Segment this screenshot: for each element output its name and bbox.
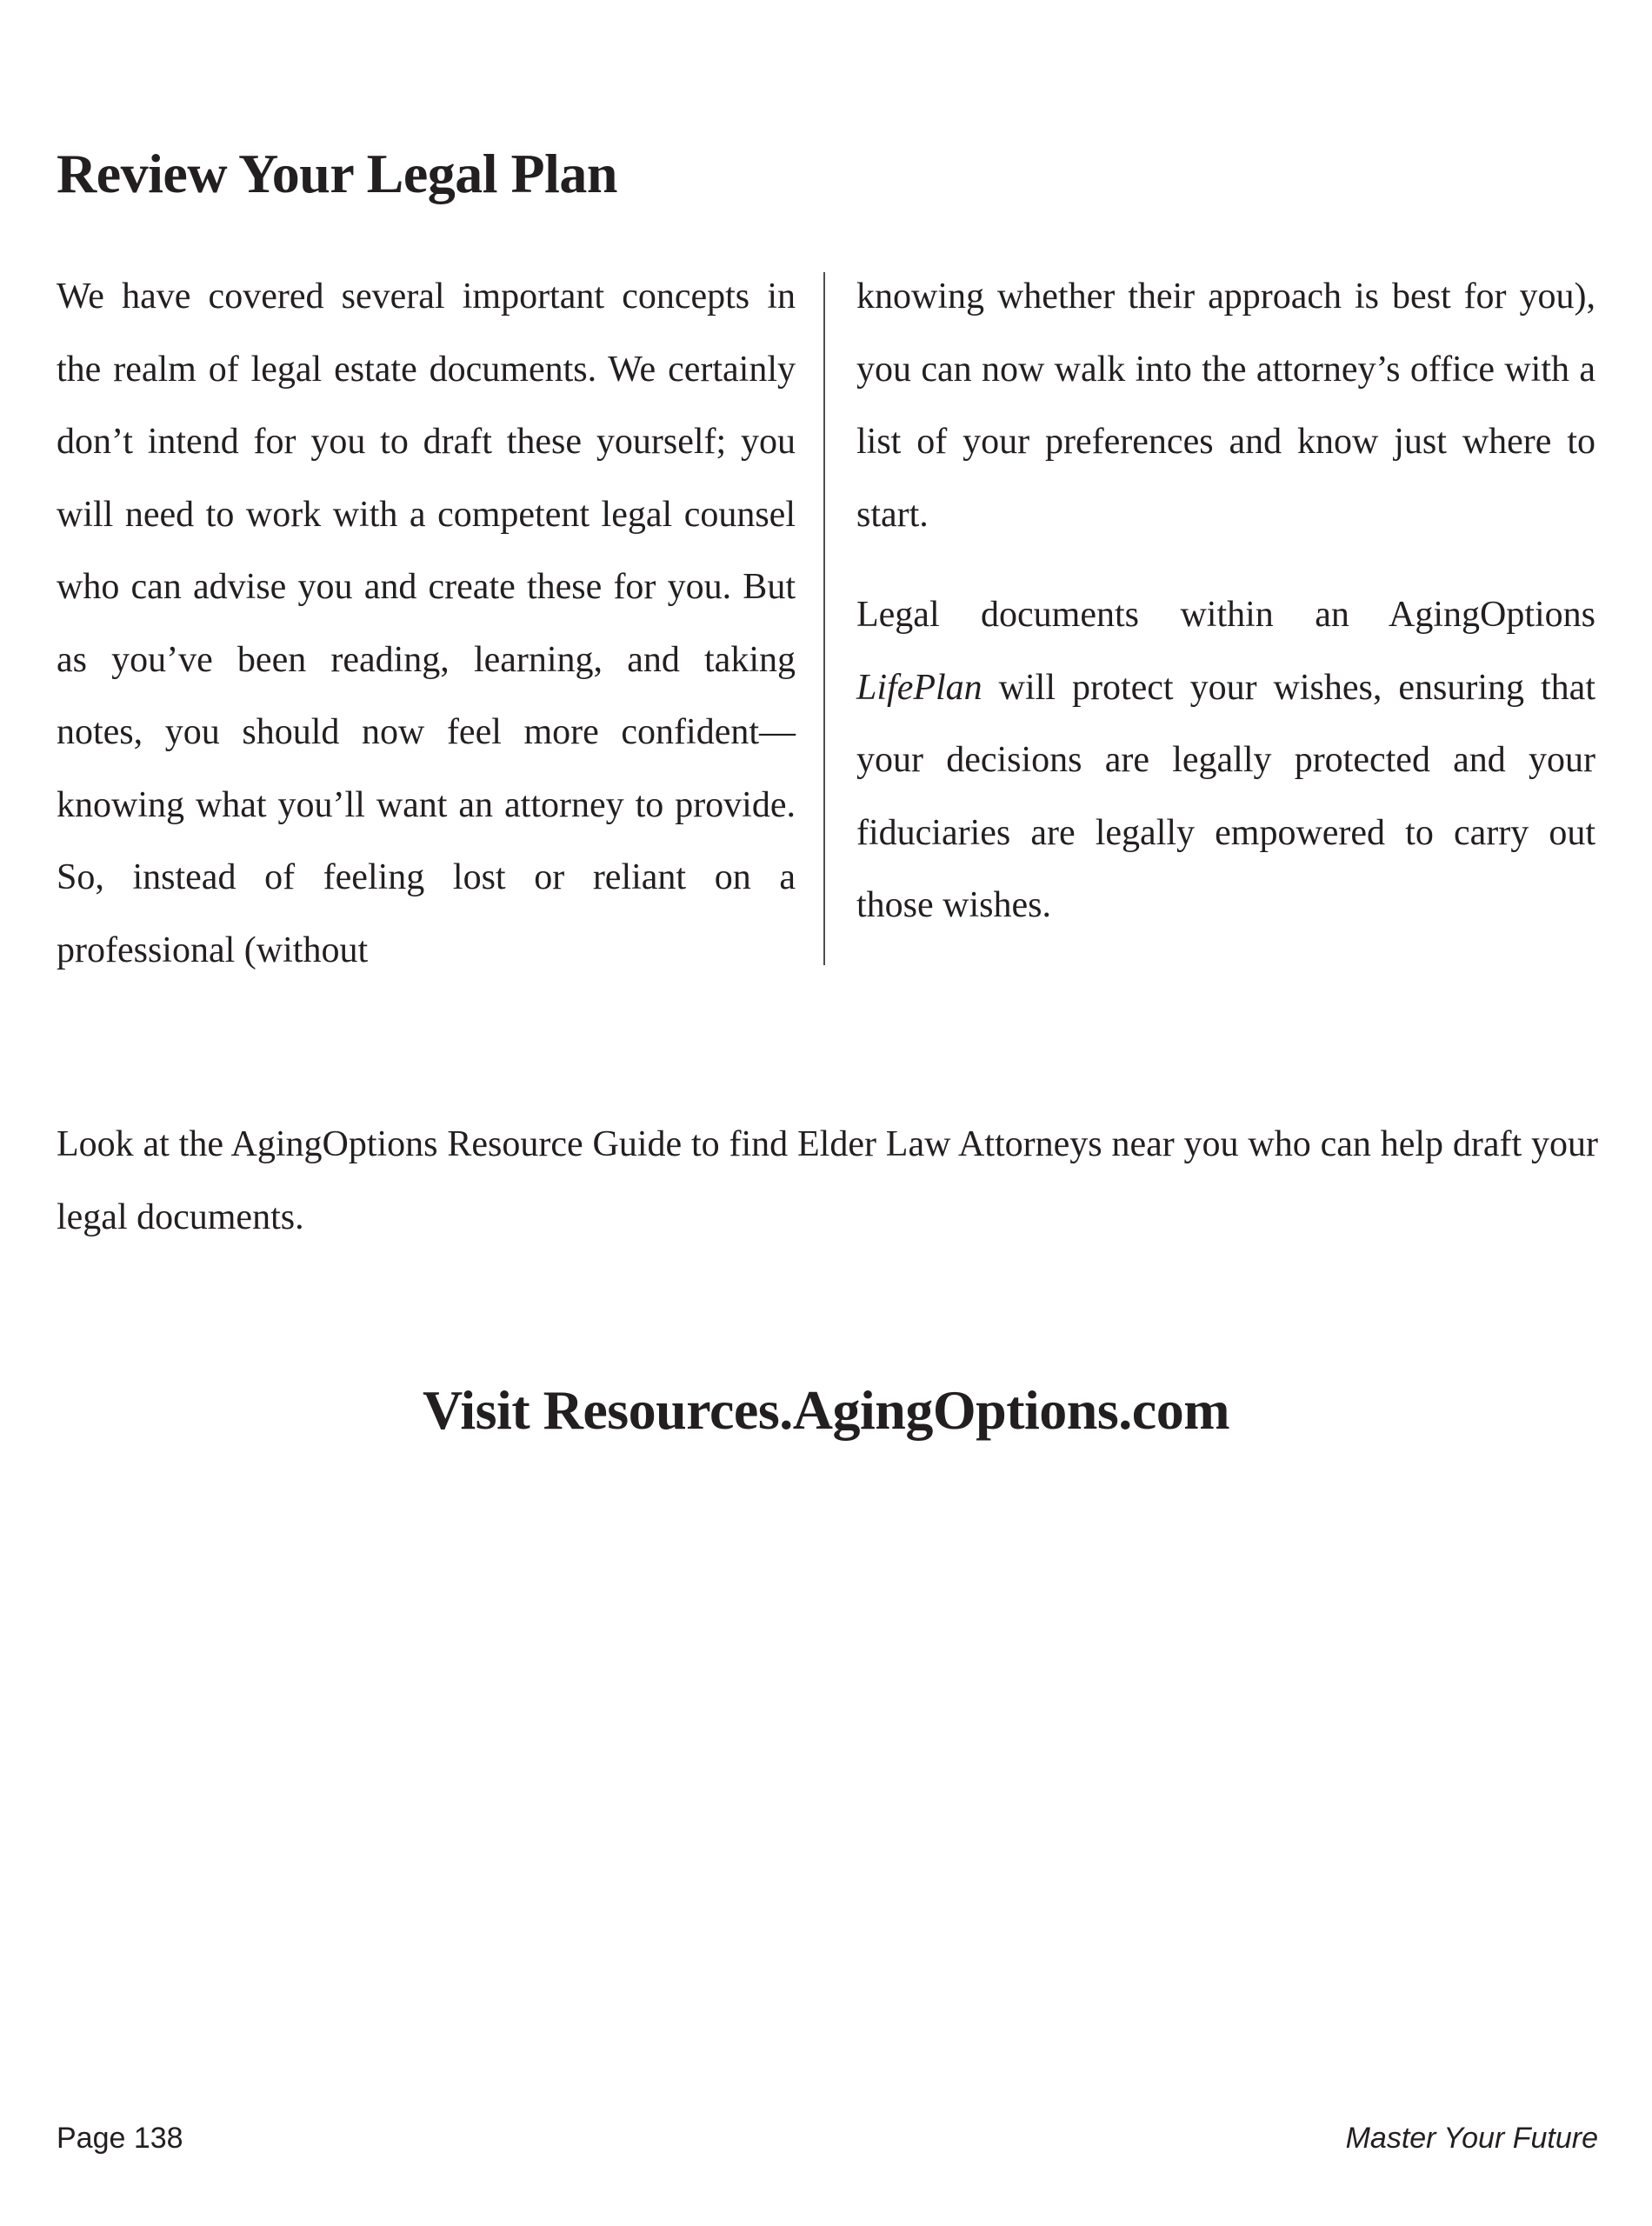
book-title: Master Your Future — [1345, 2122, 1598, 2155]
paragraph-2-rest: will protect your wishes, ensuring that your decisions are legally protected and your fiduciaries are legally empowered to carry out those wishes. — [856, 667, 1595, 925]
column-divider — [823, 272, 825, 965]
left-column — [57, 261, 796, 987]
lifeplan-term: LifePlan — [856, 667, 983, 708]
right-column-paragraph-1: knowing whether their approach is best for you), you can now walk into the attorney’s office with a list of your preferences and know just where to start. — [856, 277, 1595, 535]
page-number: Page 138 — [57, 2122, 183, 2155]
right-column-paragraph-2 — [856, 579, 1595, 943]
paragraph-2-lead: Legal documents within an AgingOptions — [856, 595, 1595, 635]
visit-website-callout: Visit Resources.AgingOptions.com — [423, 1379, 1229, 1441]
resource-guide-paragraph: Look at the AgingOptions Resource Guide to find Elder Law Attorneys near you who can help draft your legal documents. — [57, 1124, 1598, 1237]
page-title: Review Your Legal Plan — [57, 143, 617, 204]
right-column — [856, 261, 1595, 943]
left-column-paragraph: We have covered several important concepts in the realm of legal estate documents. We certainly don’t intend for you to draft these yourself; you will need to work with a competent legal counsel who can advise you and create these for you. But as you’ve been reading, learning, and taking notes, you should now feel more confident—knowing what you’ll want an attorney to provide. So, instead of feeling lost or reliant on a professional (without — [57, 277, 796, 970]
